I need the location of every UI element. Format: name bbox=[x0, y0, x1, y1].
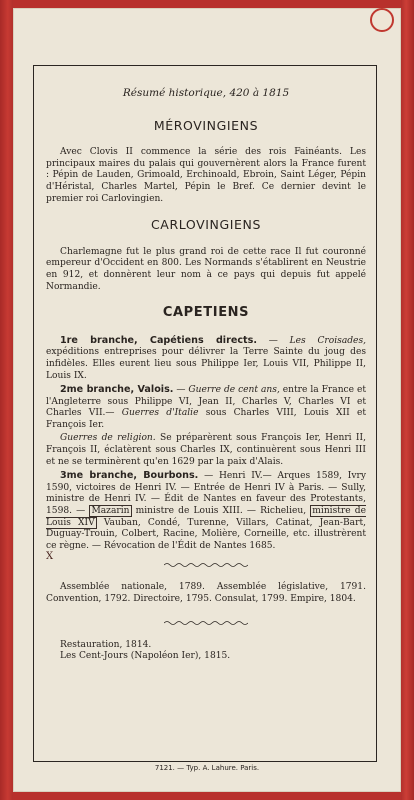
branch-2-text-end: sous Charles VIII, Louis XII et François Ier. bbox=[46, 408, 366, 430]
margin-cross-mark: X bbox=[46, 551, 54, 563]
binding-edge-bottom bbox=[0, 792, 414, 800]
restauration-line-2: Les Cent-Jours (Napoléon Ier), 1815. bbox=[60, 651, 231, 662]
paragraph-revolution: Assemblée nationale, 1789. Assemblée législative, 1791. Convention, 1792. Directoire, 1795. Consulat, 1799. Empire, 1804. bbox=[46, 582, 366, 604]
restauration-lines bbox=[46, 640, 366, 663]
heading-carlovingiens: CARLOVINGIENS bbox=[150, 217, 262, 233]
binding-edge-top bbox=[0, 0, 414, 8]
corner-ring bbox=[370, 8, 394, 32]
branch-2-text: entre la France et l'Angleterre sous Philippe VI, Jean II, Charles V, Charles VI et Charles VII.— bbox=[46, 385, 366, 419]
paragraph-merovingiens: Avec Clovis II commence la série des rois Fainéants. Les principaux maires du palais qui gouvernèrent alors la France furent : Pépin de Lauden, Grimoald, Erchinoald, Ebroin, Saint Léger, Pépin d'Héristal, Charles Martel, Pépin le Bref. Ce dernier devint le premier roi Carlovingien. bbox=[46, 147, 366, 204]
dash: — bbox=[173, 385, 189, 396]
printer-footer: 7121. — Typ. A. Lahure. Paris. bbox=[154, 764, 260, 772]
louis-xiv-boxed: ministre de Louis XIV bbox=[46, 506, 366, 528]
branch-3-text-3: Vauban, Condé, Turenne, Villars, Catinat, Jean-Bart, Duguay-Trouin, Colbert, Racine, Molière, Corneille, etc. illustrèrent ce règne. — Révocation de l'Édit de Nantes 1685. bbox=[46, 517, 366, 551]
heading-merovingiens: MÉROVINGIENS bbox=[153, 117, 259, 133]
cent-ans-italic: Guerre de cent ans, bbox=[188, 385, 280, 396]
dash: — bbox=[256, 335, 290, 346]
croisades-italic: Les Croisades, bbox=[289, 335, 366, 346]
ornament-divider-1 bbox=[164, 562, 248, 568]
paragraph-carlovingiens: Charlemagne fut le plus grand roi de cette race Il fut couronné empereur d'Occident en 800. Les Normands s'établirent en Neustrie en 912, et donnèrent leur nom à ce pays qui depuis fut appelé Normandie. bbox=[46, 246, 366, 292]
paragraph-branch-1 bbox=[46, 335, 366, 382]
binding-edge-right bbox=[401, 0, 414, 800]
ornament-divider-2 bbox=[164, 620, 248, 626]
religion-text: Se préparèrent sous François Ier, Henri II, François II, éclatèrent sous Charles IX, continuèrent sous Henri III et ne se terminèrent qu'en 1629 par la paix d'Alais. bbox=[46, 433, 367, 467]
heading-capetiens: CAPETIENS bbox=[162, 305, 250, 321]
restauration-line-1: Restauration, 1814. bbox=[60, 639, 152, 650]
branch-2-heading: 2me branche, Valois. bbox=[60, 384, 174, 396]
branch-3-heading: 3me branche, Bourbons. bbox=[60, 470, 199, 482]
italie-italic: Guerres d'Italie bbox=[114, 408, 199, 419]
branch-1-heading: 1re branche, Capétiens directs. bbox=[60, 334, 257, 346]
branch-3-text-1: — Henri IV.— Arques 1589, Ivry 1590, victoires de Henri IV. — Entrée de Henri IV à Paris. — Sully, ministre de Henri IV. — Édit de Nantes en faveur des Protestants, 1598. — bbox=[46, 471, 366, 517]
paragraph-branch-3 bbox=[46, 470, 366, 563]
paragraph-religion bbox=[46, 433, 366, 468]
binding-edge-left bbox=[0, 0, 13, 800]
mazarin-boxed: Mazarin bbox=[91, 506, 130, 517]
religion-italic: Guerres de religion. bbox=[60, 433, 156, 444]
branch-3-text-2: ministre de Louis XIII. — Richelieu, bbox=[131, 506, 307, 517]
page-title: Résumé historique, 420 à 1815 bbox=[122, 87, 290, 99]
branch-1-text: expéditions entreprises pour délivrer la Terre Sainte du joug des infidèles. Elles eurent lieu sous Philippe Ier, Louis VII, Philippe II, Louis IX. bbox=[46, 347, 366, 381]
paragraph-branch-2 bbox=[46, 384, 366, 431]
document-body bbox=[46, 88, 366, 663]
